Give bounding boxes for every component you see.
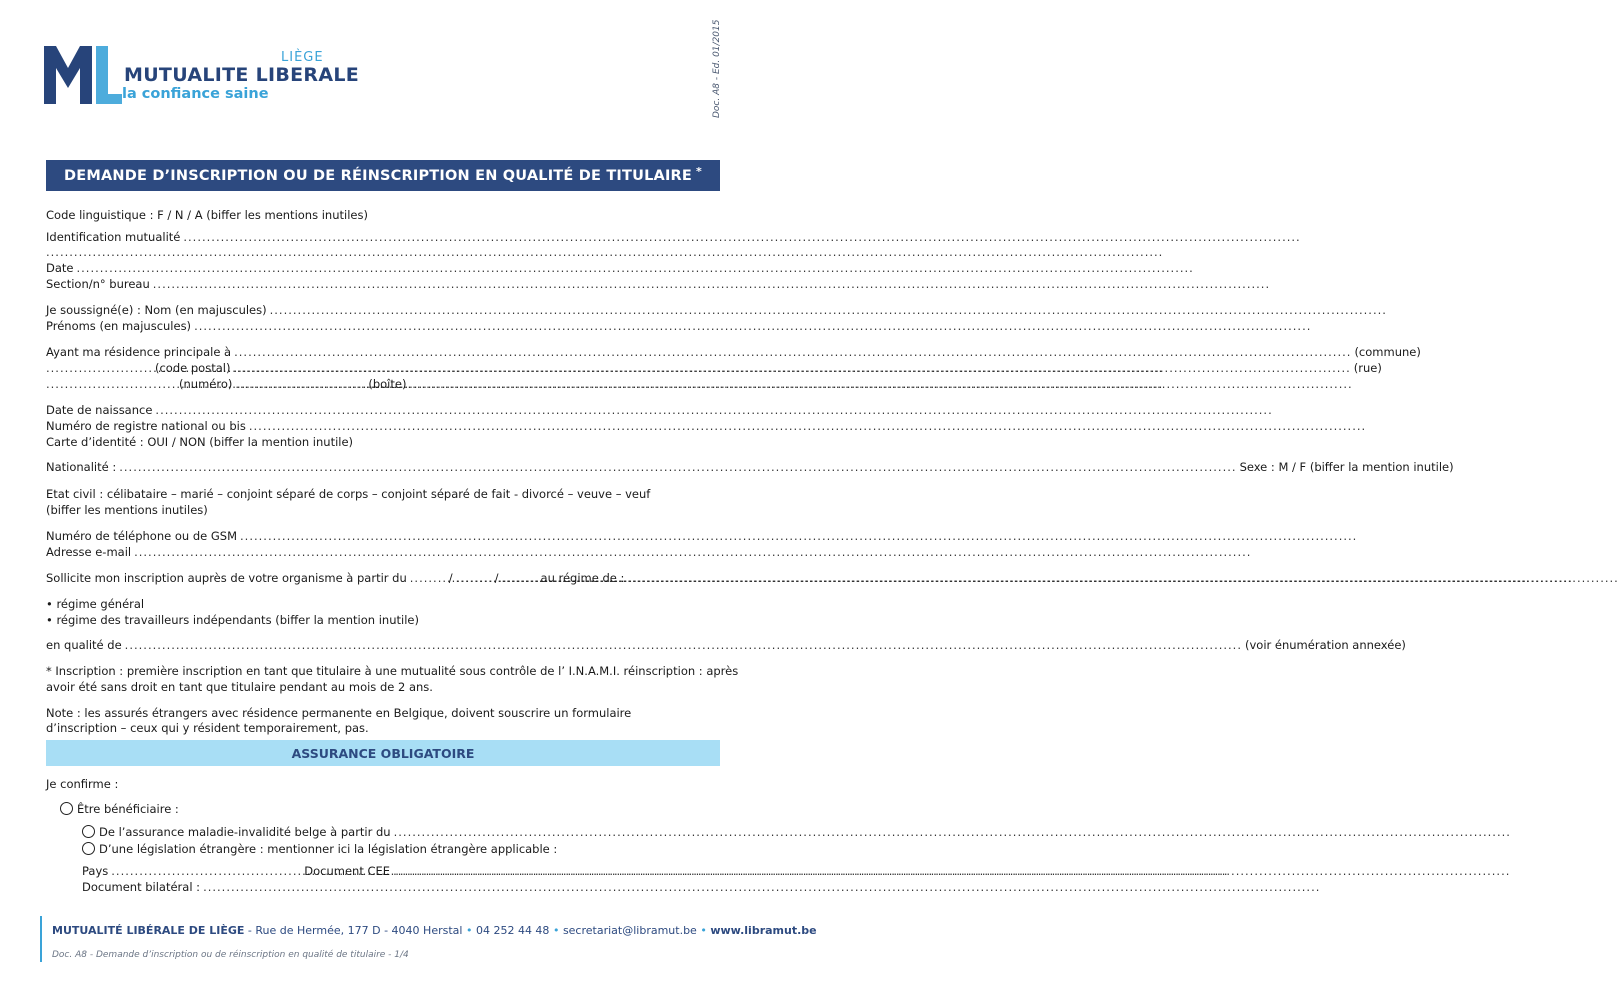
- inscription-note-line-1: [46, 664, 739, 678]
- identification-field-2[interactable]: [46, 245, 1163, 259]
- email-field[interactable]: [134, 545, 1251, 559]
- section-field[interactable]: [153, 277, 1270, 291]
- option-belge-radio[interactable]: [82, 825, 95, 838]
- qualite-line[interactable]: [46, 638, 1406, 652]
- confirme-line: [46, 777, 718, 791]
- footer-org: MUTUALITÉ LIBÉRALE DE LIÈGE: [52, 924, 245, 937]
- pays-field[interactable]: [111, 864, 301, 878]
- email-label: Adresse e-mail: [46, 545, 132, 559]
- residence-label: Ayant ma résidence principale à: [46, 345, 232, 359]
- etat-civil-note-line: [46, 503, 718, 517]
- telephone-label: Numéro de téléphone ou de GSM: [46, 529, 238, 543]
- boite-field[interactable]: [235, 377, 365, 391]
- prenoms-label: Prénoms (en majuscules): [46, 319, 192, 333]
- identification-label: Identification mutualité: [46, 230, 181, 244]
- option-etrangere-label: D’une législation étrangère : mentionner ici la législation étrangère applicable :: [99, 842, 558, 856]
- section-label: Section/n° bureau: [46, 277, 150, 291]
- bilateral-field[interactable]: [203, 880, 1320, 894]
- ml-logo-mark-icon: [42, 42, 122, 106]
- numero-field[interactable]: [46, 377, 176, 391]
- sollicite-label: Sollicite mon inscription auprès de votre organisme à partir du: [46, 571, 407, 585]
- nom-label: Je soussigné(e) : Nom (en majuscules): [46, 303, 267, 317]
- document-reference: Doc. A8 - Ed. 01/2015: [712, 19, 722, 118]
- numero-label: (numéro): [179, 377, 233, 391]
- sexe-label: Sexe : M / F (biffer la mention inutile): [1239, 460, 1454, 474]
- telephone-line[interactable]: [46, 529, 718, 543]
- rue-field[interactable]: [233, 361, 1350, 375]
- form-title-bar: [46, 160, 720, 191]
- naissance-field[interactable]: [155, 403, 1272, 417]
- date-separator-1: /: [448, 571, 453, 585]
- option-belge-date-field[interactable]: [394, 825, 1511, 839]
- registre-line[interactable]: [46, 419, 718, 433]
- identification-line[interactable]: [46, 230, 718, 244]
- footer-bullet-icon: •: [465, 924, 473, 937]
- sollicite-line[interactable]: [46, 571, 718, 585]
- telephone-field[interactable]: [240, 529, 1357, 543]
- footer-website[interactable]: www.libramut.be: [710, 924, 817, 937]
- registre-label: Numéro de registre national ou bis: [46, 419, 246, 433]
- naissance-line[interactable]: [46, 403, 718, 417]
- naissance-label: Date de naissance: [46, 403, 153, 417]
- qualite-suffix: (voir énumération annexée): [1245, 638, 1406, 652]
- inscription-note-1: * Inscription : première inscription en tant que titulaire à une mutualité sous contrôle de l’ I.N.A.M.I. réinscription : après: [46, 664, 739, 678]
- rue-label: (rue): [1353, 361, 1382, 375]
- carte-line: [46, 435, 718, 449]
- form-title: DEMANDE D’INSCRIPTION OU DE RÉINSCRIPTION EN QUALITÉ DE TITULAIRE: [64, 167, 693, 184]
- footer-phone: 04 252 44 48: [475, 924, 550, 937]
- code-postal-field[interactable]: [46, 361, 152, 375]
- carte-label: Carte d’identité : OUI / NON (biffer la mention inutile): [46, 435, 354, 449]
- start-day-field[interactable]: [410, 571, 446, 585]
- bilateral-line[interactable]: [82, 880, 718, 894]
- logo-tagline: la confiance saine: [122, 86, 269, 102]
- date-separator-2: /: [494, 571, 499, 585]
- option-etrangere-radio[interactable]: [82, 842, 95, 855]
- document-cee-label: Document CEE: [304, 864, 391, 878]
- nationalite-label: Nationalité :: [46, 460, 117, 474]
- commune-label: (commune): [1354, 345, 1421, 359]
- footer-doc-label: Doc. A8 - Demande d’inscription ou de réinscription en qualité de titulaire - 1/4: [52, 950, 409, 960]
- date-line[interactable]: [46, 261, 718, 275]
- numero-line[interactable]: [46, 377, 718, 391]
- foreign-note-1: Note : les assurés étrangers avec résidence permanente en Belgique, doivent souscrire un formulaire: [46, 706, 632, 720]
- footer-accent-rule: [40, 916, 42, 962]
- beneficiaire-line[interactable]: [60, 800, 718, 816]
- footer-address: - Rue de Hermée, 177 D - 4040 Herstal: [247, 924, 463, 937]
- foreign-note-2: d’inscription – ceux qui y résident temporairement, pas.: [46, 721, 369, 735]
- section-line[interactable]: [46, 277, 718, 291]
- nom-line[interactable]: [46, 303, 718, 317]
- logo-region: LIÈGE: [281, 50, 324, 65]
- logo-name: MUTUALITE LIBERALE: [124, 64, 360, 86]
- regime-general: • régime général: [46, 597, 145, 611]
- start-month-field[interactable]: [456, 571, 492, 585]
- pays-line[interactable]: [82, 864, 718, 878]
- identification-field[interactable]: [183, 230, 1300, 244]
- foreign-note-line-1: [46, 706, 718, 720]
- confirme-label: Je confirme :: [46, 777, 119, 791]
- regime-intro: au régime de :: [540, 571, 625, 585]
- footer-email[interactable]: secretariat@libramut.be: [562, 924, 697, 937]
- footer-bullet-icon: •: [700, 924, 707, 937]
- etat-civil-label: Etat civil : célibataire – marié – conjoint séparé de corps – conjoint séparé de fait - divorcé – veuve – veuf: [46, 487, 651, 501]
- beneficiaire-label: Être bénéficiaire :: [77, 802, 179, 816]
- option-belge-line[interactable]: [82, 823, 718, 839]
- prenoms-field[interactable]: [194, 319, 1311, 333]
- start-year-field[interactable]: [502, 571, 538, 585]
- etat-civil-line: [46, 487, 718, 501]
- logo: [42, 42, 362, 112]
- nom-field[interactable]: [270, 303, 1387, 317]
- title-asterisk: *: [696, 165, 702, 178]
- section-title: ASSURANCE OBLIGATOIRE: [291, 745, 475, 761]
- document-cee-field[interactable]: [393, 864, 1510, 878]
- date-field[interactable]: [77, 261, 1194, 275]
- bilateral-label: Document bilatéral :: [82, 880, 201, 894]
- footer-contact: [52, 924, 817, 937]
- foreign-note-line-2: [46, 721, 718, 735]
- email-line[interactable]: [46, 545, 718, 559]
- inscription-note-line-2: [46, 680, 718, 694]
- prenoms-line[interactable]: [46, 319, 718, 333]
- residence-line[interactable]: [46, 345, 1421, 359]
- nationalite-field[interactable]: [119, 460, 1236, 474]
- regime-independants: • régime des travailleurs indépendants (biffer la mention inutile): [46, 613, 419, 627]
- code-linguistique-line: [46, 208, 718, 222]
- qualite-label: en qualité de: [46, 638, 122, 652]
- pays-label: Pays: [82, 864, 109, 878]
- code-linguistique-label: Code linguistique : F / N / A (biffer les mentions inutiles): [46, 208, 368, 222]
- commune-field[interactable]: [234, 345, 1351, 359]
- code-postal-label: (code postal): [155, 361, 231, 375]
- regime-general-line: [46, 597, 718, 611]
- boite-label: (boîte): [368, 377, 407, 391]
- footer-bullet-icon: •: [552, 924, 560, 937]
- section-assurance-obligatoire: [46, 740, 720, 766]
- nationalite-line[interactable]: [46, 460, 1454, 474]
- identification-line-2[interactable]: [46, 245, 718, 259]
- code-postal-line[interactable]: [46, 361, 1382, 375]
- option-etrangere-line[interactable]: [82, 840, 718, 856]
- inscription-note-2: avoir été sans droit en tant que titulaire pendant au mois de 2 ans.: [46, 680, 433, 694]
- registre-field[interactable]: [249, 419, 1366, 433]
- etat-civil-note: (biffer les mentions inutiles): [46, 503, 208, 517]
- beneficiaire-radio[interactable]: [60, 802, 73, 815]
- qualite-field[interactable]: [125, 638, 1242, 652]
- regime-independants-line: [46, 613, 718, 627]
- date-label: Date: [46, 261, 74, 275]
- option-belge-label: De l’assurance maladie-invalidité belge à partir du: [99, 825, 391, 839]
